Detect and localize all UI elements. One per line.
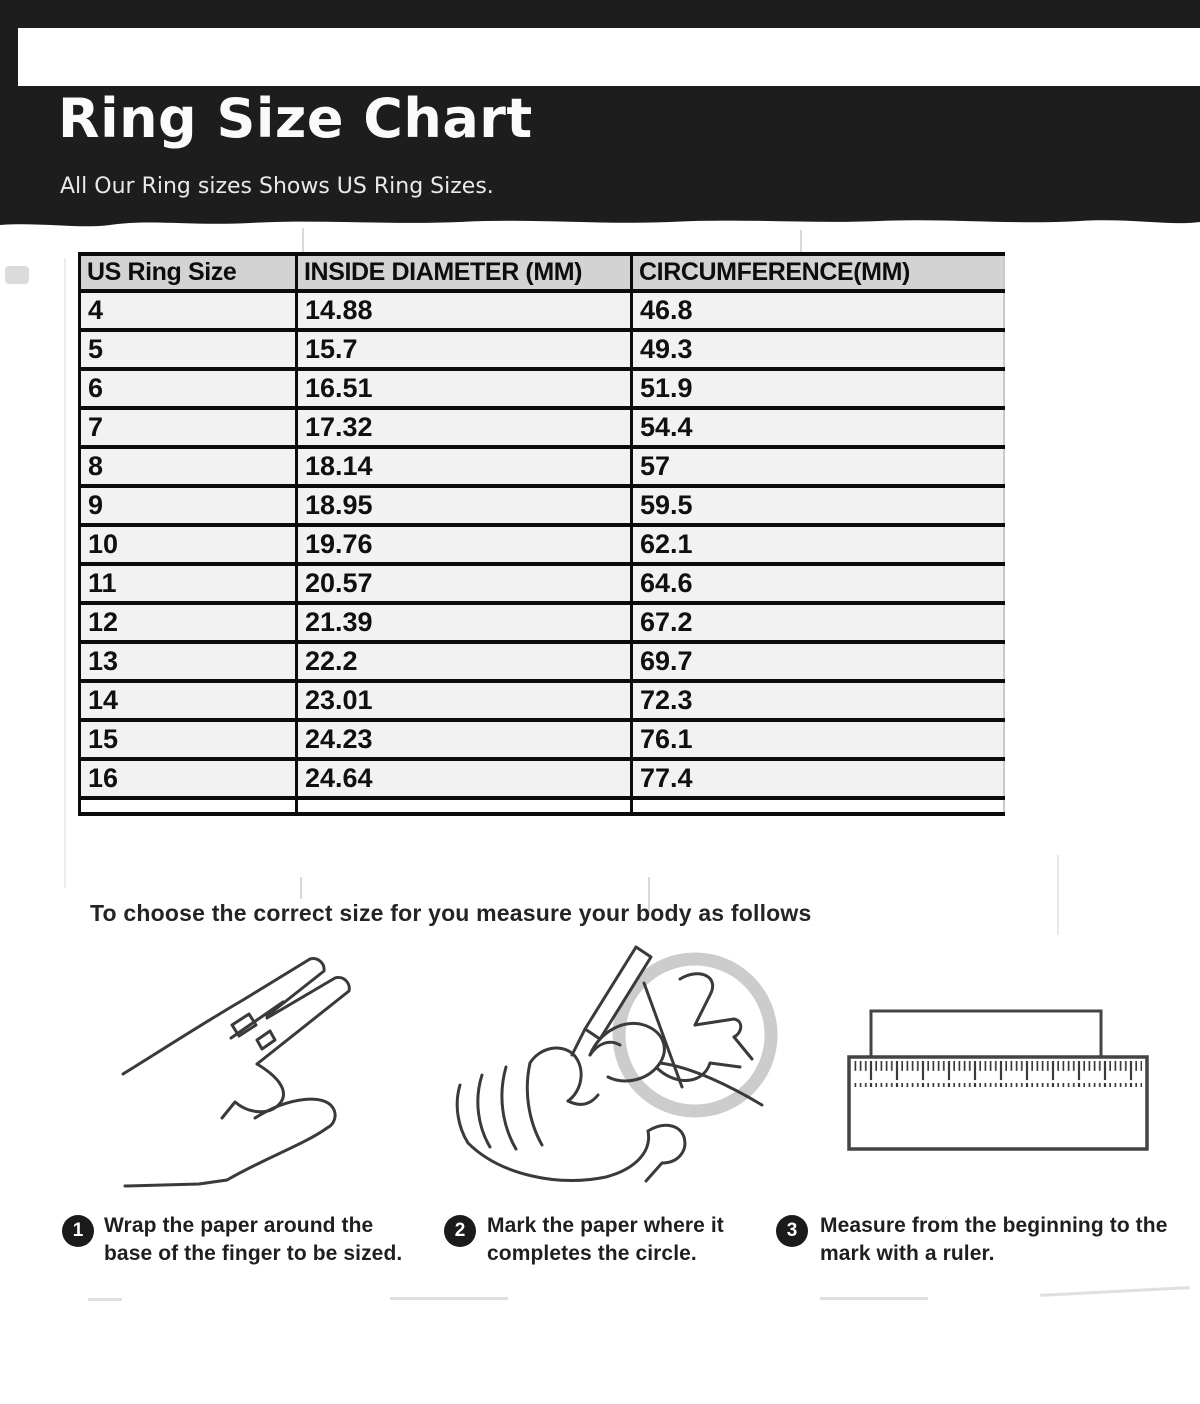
col-header-circumference: CIRCUMFERENCE(MM) — [632, 254, 1004, 291]
mark-paper-with-pen-icon — [440, 935, 790, 1203]
table-spacer-row — [80, 798, 1004, 814]
banner-torn-edge — [0, 214, 1200, 232]
table-cell: 72.3 — [632, 681, 1004, 720]
table-cell: 76.1 — [632, 720, 1004, 759]
table-row — [80, 720, 1004, 759]
ring-size-table — [78, 252, 1005, 816]
table-cell: 57 — [632, 447, 1004, 486]
gridline-artifact — [302, 228, 304, 254]
measure-instructions-heading: To choose the correct size for you measure your body as follows — [90, 900, 812, 926]
step-2-badge: 2 — [444, 1215, 476, 1247]
table-row — [80, 291, 1004, 330]
table-cell: 64.6 — [632, 564, 1004, 603]
table-cell: 11 — [80, 564, 297, 603]
table-header-row — [80, 254, 1004, 291]
table-cell: 18.95 — [297, 486, 632, 525]
table-cell: 5 — [80, 330, 297, 369]
table-cell: 14 — [80, 681, 297, 720]
table-cell: 49.3 — [632, 330, 1004, 369]
table-cell: 51.9 — [632, 369, 1004, 408]
table-row — [80, 525, 1004, 564]
table-spacer-cell — [632, 798, 1004, 814]
page-subtitle: All Our Ring sizes Shows US Ring Sizes. — [60, 174, 494, 199]
page-title: Ring Size Chart — [58, 87, 533, 150]
header-banner — [0, 0, 1200, 214]
table-row — [80, 603, 1004, 642]
table-row — [80, 447, 1004, 486]
banner-white-strip — [18, 28, 1200, 86]
gridline-artifact — [300, 877, 302, 899]
table-cell: 10 — [80, 525, 297, 564]
scan-smudge — [5, 266, 29, 284]
table-cell: 20.57 — [297, 564, 632, 603]
table-cell: 4 — [80, 291, 297, 330]
step-2-text: Mark the paper where it completes the circle. — [487, 1214, 724, 1265]
ruler-measure-icon — [843, 1005, 1171, 1155]
table-cell: 9 — [80, 486, 297, 525]
table-cell: 23.01 — [297, 681, 632, 720]
table-cell: 21.39 — [297, 603, 632, 642]
table-cell: 54.4 — [632, 408, 1004, 447]
table-row — [80, 486, 1004, 525]
table-row — [80, 642, 1004, 681]
ring-size-table-wrap — [78, 252, 1002, 816]
table-cell: 16 — [80, 759, 297, 798]
table-cell: 15.7 — [297, 330, 632, 369]
table-cell: 8 — [80, 447, 297, 486]
step-3-text: Measure from the beginning to the mark with a ruler. — [820, 1214, 1168, 1265]
table-cell: 24.64 — [297, 759, 632, 798]
table-cell: 62.1 — [632, 525, 1004, 564]
table-cell: 22.2 — [297, 642, 632, 681]
step-1-badge: 1 — [62, 1215, 94, 1247]
col-header-us-ring-size: US Ring Size — [80, 254, 297, 291]
table-row — [80, 759, 1004, 798]
step-1-text: Wrap the paper around the base of the finger to be sized. — [104, 1214, 403, 1265]
table-cell: 46.8 — [632, 291, 1004, 330]
scan-artifact — [88, 1298, 122, 1301]
table-row — [80, 369, 1004, 408]
table-cell: 6 — [80, 369, 297, 408]
table-cell: 17.32 — [297, 408, 632, 447]
gridline-artifact — [800, 230, 802, 254]
table-cell: 77.4 — [632, 759, 1004, 798]
table-cell: 19.76 — [297, 525, 632, 564]
scan-artifact — [390, 1297, 508, 1300]
scan-artifact — [820, 1297, 928, 1300]
gridline-artifact — [1057, 855, 1059, 935]
table-cell: 59.5 — [632, 486, 1004, 525]
table-cell: 13 — [80, 642, 297, 681]
table-cell: 14.88 — [297, 291, 632, 330]
table-cell: 18.14 — [297, 447, 632, 486]
table-cell: 24.23 — [297, 720, 632, 759]
table-row — [80, 330, 1004, 369]
col-header-inside-diameter: INSIDE DIAMETER (MM) — [297, 254, 632, 291]
hand-with-paper-strip-icon — [105, 948, 440, 1188]
table-cell: 7 — [80, 408, 297, 447]
table-row — [80, 564, 1004, 603]
table-row — [80, 681, 1004, 720]
table-cell: 69.7 — [632, 642, 1004, 681]
table-row — [80, 408, 1004, 447]
table-cell: 67.2 — [632, 603, 1004, 642]
gridline-artifact — [64, 258, 66, 888]
table-spacer-cell — [80, 798, 297, 814]
table-spacer-cell — [297, 798, 632, 814]
table-cell: 12 — [80, 603, 297, 642]
scan-artifact — [1040, 1286, 1190, 1297]
table-cell: 15 — [80, 720, 297, 759]
step-3-badge: 3 — [776, 1215, 808, 1247]
table-cell: 16.51 — [297, 369, 632, 408]
